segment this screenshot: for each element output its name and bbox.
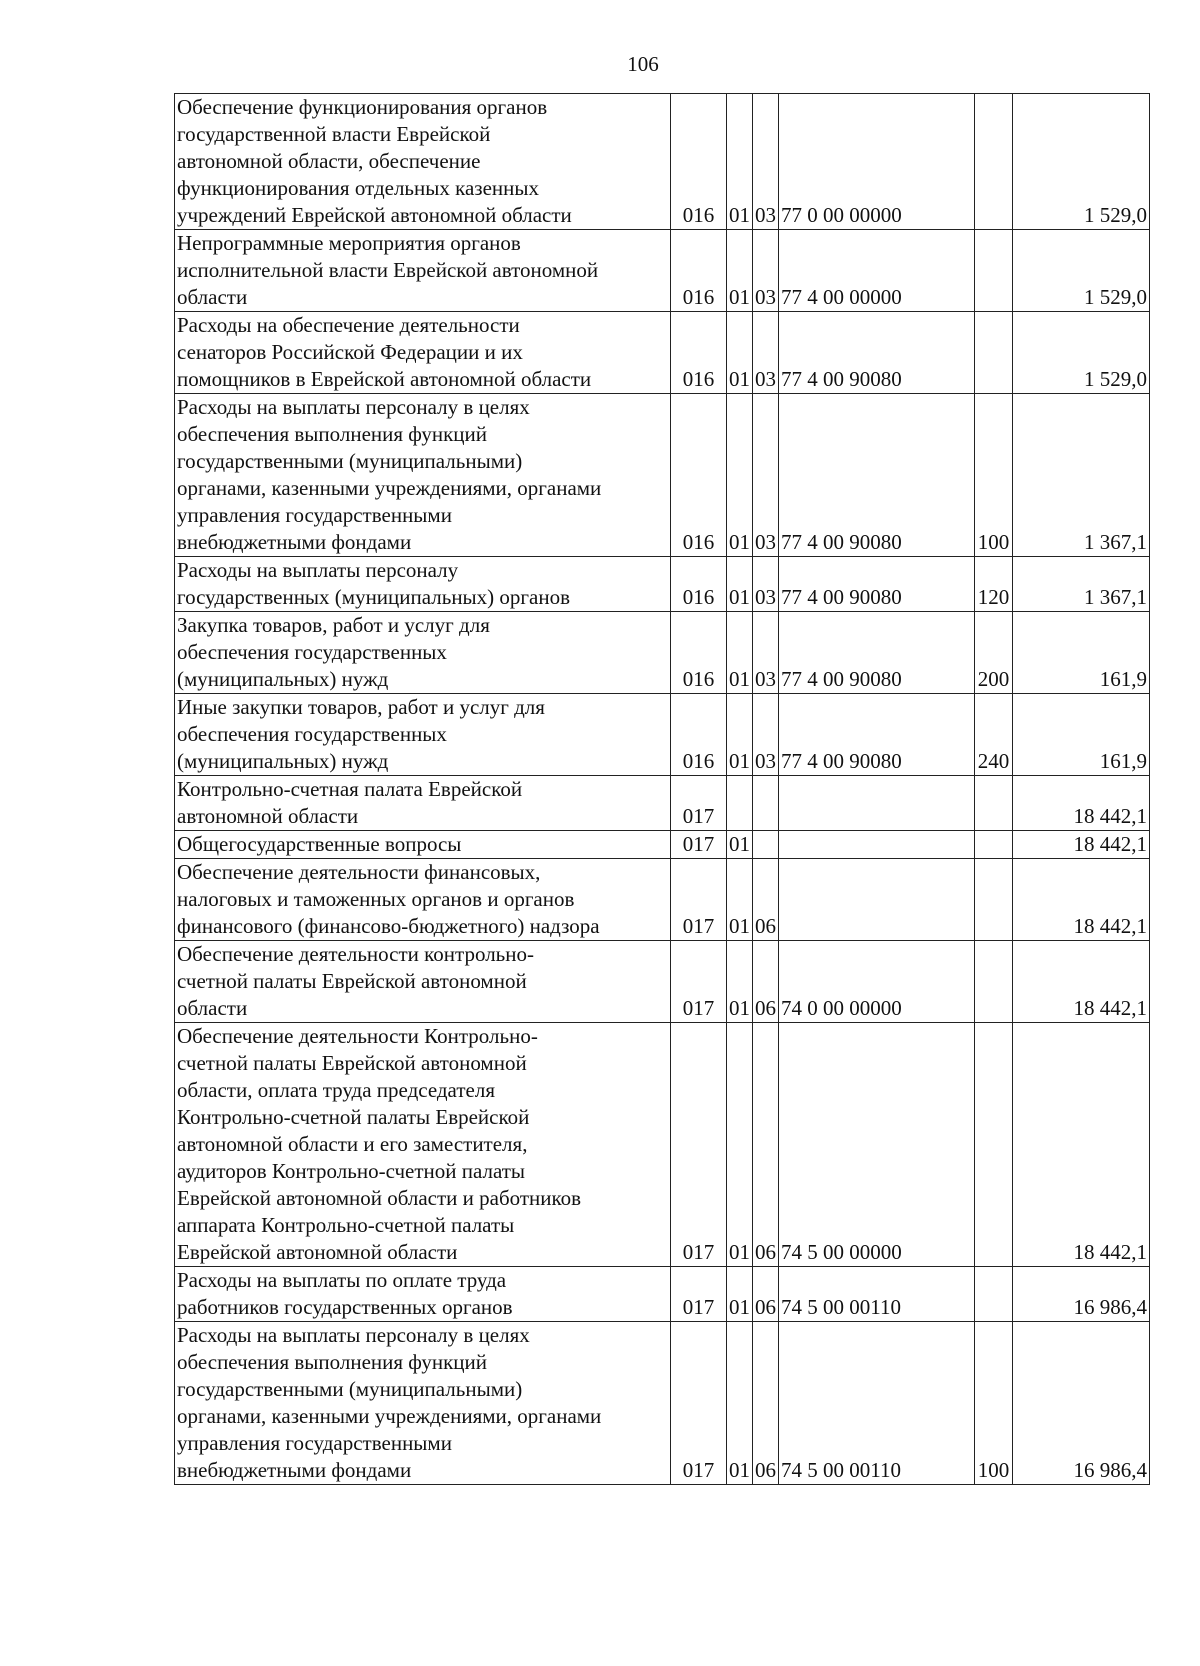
description-line: государственными (муниципальными): [177, 449, 523, 473]
description-line: органами, казенными учреждениями, органами: [177, 1404, 602, 1428]
section-code-cell: 01: [727, 557, 753, 612]
section-code-cell: 01: [727, 394, 753, 557]
section-code-cell: 01: [727, 1322, 753, 1485]
description-line: функционирования отдельных казенных: [177, 176, 540, 200]
description-line: Обеспечение деятельности контрольно-: [177, 942, 534, 966]
subsection-code-cell: 03: [753, 230, 779, 312]
description-line: аудиторов Контрольно-счетной палаты: [177, 1159, 526, 1183]
target-article-cell: [779, 859, 975, 941]
description-line: управления государственными: [177, 1431, 452, 1455]
description-line: обеспечения государственных: [177, 722, 447, 746]
description-line: Расходы на выплаты персоналу в целях: [177, 395, 530, 419]
description-line: автономной области: [177, 804, 359, 828]
description-line: государственных (муниципальных) органов: [177, 585, 571, 609]
section-code-cell: 01: [727, 859, 753, 941]
subsection-code-cell: 03: [753, 694, 779, 776]
table-row: [175, 94, 1150, 230]
expense-type-cell: [975, 1023, 1013, 1267]
description-line: Еврейской автономной области и работников: [177, 1186, 582, 1210]
description-cell: [175, 312, 671, 394]
section-code-cell: 01: [727, 1023, 753, 1267]
table-row: [175, 1267, 1150, 1322]
description-cell: [175, 1023, 671, 1267]
department-code-cell: 016: [671, 694, 727, 776]
section-code-cell: [727, 776, 753, 831]
description-cell: [175, 1322, 671, 1485]
amount-cell: 1 529,0: [1013, 230, 1150, 312]
expense-type-cell: 200: [975, 612, 1013, 694]
amount-cell: 1 529,0: [1013, 312, 1150, 394]
description-line: налоговых и таможенных органов и органов: [177, 887, 575, 911]
table-row: [175, 694, 1150, 776]
amount-cell: 16 986,4: [1013, 1322, 1150, 1485]
section-code-cell: 01: [727, 694, 753, 776]
description-cell: [175, 1267, 671, 1322]
department-code-cell: 016: [671, 557, 727, 612]
amount-cell: 18 442,1: [1013, 1023, 1150, 1267]
subsection-code-cell: 03: [753, 312, 779, 394]
table-row: [175, 312, 1150, 394]
description-cell: [175, 394, 671, 557]
description-line: внебюджетными фондами: [177, 1458, 412, 1482]
description-line: автономной области и его заместителя,: [177, 1132, 528, 1156]
table-row: [175, 941, 1150, 1023]
description-line: органами, казенными учреждениями, органами: [177, 476, 602, 500]
description-cell: [175, 94, 671, 230]
department-code-cell: 017: [671, 941, 727, 1023]
description-line: Расходы на выплаты персоналу: [177, 558, 459, 582]
expense-type-cell: [975, 941, 1013, 1023]
target-article-cell: 74 0 00 00000: [779, 941, 975, 1023]
department-code-cell: 016: [671, 312, 727, 394]
description-line: Контрольно-счетной палаты Еврейской: [177, 1105, 530, 1129]
expense-type-cell: 240: [975, 694, 1013, 776]
description-line: учреждений Еврейской автономной области: [177, 203, 572, 227]
amount-cell: 1 367,1: [1013, 557, 1150, 612]
description-line: внебюджетными фондами: [177, 530, 412, 554]
subsection-code-cell: 03: [753, 394, 779, 557]
description-line: Обеспечение деятельности финансовых,: [177, 860, 541, 884]
department-code-cell: 017: [671, 859, 727, 941]
description-cell: [175, 612, 671, 694]
budget-table: [174, 93, 1150, 1485]
target-article-cell: 77 4 00 00000: [779, 230, 975, 312]
table-row: [175, 557, 1150, 612]
description-line: обеспечения выполнения функций: [177, 1350, 488, 1374]
department-code-cell: 016: [671, 394, 727, 557]
expense-type-cell: 120: [975, 557, 1013, 612]
description-cell: [175, 776, 671, 831]
subsection-code-cell: 06: [753, 859, 779, 941]
description-line: автономной области, обеспечение: [177, 149, 481, 173]
description-line: государственными (муниципальными): [177, 1377, 523, 1401]
description-line: Расходы на выплаты персоналу в целях: [177, 1323, 530, 1347]
table-row: [175, 831, 1150, 859]
description-cell: [175, 230, 671, 312]
description-cell: [175, 859, 671, 941]
description-line: Непрограммные мероприятия органов: [177, 231, 521, 255]
target-article-cell: 77 4 00 90080: [779, 694, 975, 776]
description-line: Расходы на обеспечение деятельности: [177, 313, 520, 337]
section-code-cell: 01: [727, 831, 753, 859]
subsection-code-cell: 06: [753, 1023, 779, 1267]
amount-cell: 161,9: [1013, 612, 1150, 694]
page-number: 106: [627, 52, 659, 76]
description-line: государственной власти Еврейской: [177, 122, 491, 146]
target-article-cell: 77 4 00 90080: [779, 612, 975, 694]
description-line: финансового (финансово-бюджетного) надзора: [177, 914, 600, 938]
department-code-cell: 017: [671, 776, 727, 831]
expense-type-cell: [975, 859, 1013, 941]
target-article-cell: 74 5 00 00110: [779, 1267, 975, 1322]
department-code-cell: 017: [671, 1267, 727, 1322]
section-code-cell: 01: [727, 941, 753, 1023]
description-line: области: [177, 285, 248, 309]
description-cell: [175, 557, 671, 612]
amount-cell: 18 442,1: [1013, 831, 1150, 859]
amount-cell: 1 529,0: [1013, 94, 1150, 230]
description-cell: [175, 941, 671, 1023]
department-code-cell: 017: [671, 1322, 727, 1485]
table-row: [175, 394, 1150, 557]
description-line: (муниципальных) нужд: [177, 667, 389, 691]
subsection-code-cell: [753, 831, 779, 859]
subsection-code-cell: 03: [753, 94, 779, 230]
subsection-code-cell: 03: [753, 557, 779, 612]
target-article-cell: 77 4 00 90080: [779, 557, 975, 612]
description-line: счетной палаты Еврейской автономной: [177, 1051, 527, 1075]
expense-type-cell: [975, 776, 1013, 831]
description-line: сенаторов Российской Федерации и их: [177, 340, 523, 364]
department-code-cell: 017: [671, 831, 727, 859]
description-line: Закупка товаров, работ и услуг для: [177, 613, 490, 637]
expense-type-cell: 100: [975, 1322, 1013, 1485]
description-line: аппарата Контрольно-счетной палаты: [177, 1213, 515, 1237]
expense-type-cell: 100: [975, 394, 1013, 557]
expense-type-cell: [975, 831, 1013, 859]
subsection-code-cell: 03: [753, 612, 779, 694]
target-article-cell: 77 4 00 90080: [779, 394, 975, 557]
description-line: Иные закупки товаров, работ и услуг для: [177, 695, 545, 719]
description-line: обеспечения выполнения функций: [177, 422, 488, 446]
description-line: исполнительной власти Еврейской автономной: [177, 258, 599, 282]
description-line: области: [177, 996, 248, 1020]
section-code-cell: 01: [727, 312, 753, 394]
amount-cell: 16 986,4: [1013, 1267, 1150, 1322]
description-line: Контрольно-счетная палата Еврейской: [177, 777, 523, 801]
subsection-code-cell: [753, 776, 779, 831]
description-line: обеспечения государственных: [177, 640, 447, 664]
amount-cell: 161,9: [1013, 694, 1150, 776]
target-article-cell: [779, 831, 975, 859]
table-row: [175, 859, 1150, 941]
description-cell: [175, 831, 671, 859]
expense-type-cell: [975, 312, 1013, 394]
target-article-cell: 74 5 00 00110: [779, 1322, 975, 1485]
target-article-cell: 77 0 00 00000: [779, 94, 975, 230]
table-row: [175, 1023, 1150, 1267]
subsection-code-cell: 06: [753, 941, 779, 1023]
description-line: Общегосударственные вопросы: [177, 832, 462, 856]
description-line: работников государственных органов: [177, 1295, 513, 1319]
department-code-cell: 016: [671, 94, 727, 230]
expense-type-cell: [975, 230, 1013, 312]
section-code-cell: 01: [727, 230, 753, 312]
amount-cell: 18 442,1: [1013, 859, 1150, 941]
section-code-cell: 01: [727, 94, 753, 230]
budget-table-body: [175, 94, 1150, 1485]
expense-type-cell: [975, 94, 1013, 230]
description-line: Еврейской автономной области: [177, 1240, 458, 1264]
amount-cell: 18 442,1: [1013, 941, 1150, 1023]
section-code-cell: 01: [727, 1267, 753, 1322]
target-article-cell: [779, 776, 975, 831]
expense-type-cell: [975, 1267, 1013, 1322]
department-code-cell: 017: [671, 1023, 727, 1267]
table-row: [175, 1322, 1150, 1485]
description-line: счетной палаты Еврейской автономной: [177, 969, 527, 993]
description-line: управления государственными: [177, 503, 452, 527]
table-row: [175, 230, 1150, 312]
description-cell: [175, 694, 671, 776]
amount-cell: 18 442,1: [1013, 776, 1150, 831]
description-line: области, оплата труда председателя: [177, 1078, 495, 1102]
department-code-cell: 016: [671, 612, 727, 694]
description-line: помощников в Еврейской автономной области: [177, 367, 592, 391]
target-article-cell: 77 4 00 90080: [779, 312, 975, 394]
description-line: (муниципальных) нужд: [177, 749, 389, 773]
table-row: [175, 612, 1150, 694]
target-article-cell: 74 5 00 00000: [779, 1023, 975, 1267]
subsection-code-cell: 06: [753, 1267, 779, 1322]
department-code-cell: 016: [671, 230, 727, 312]
section-code-cell: 01: [727, 612, 753, 694]
description-line: Расходы на выплаты по оплате труда: [177, 1268, 507, 1292]
description-line: Обеспечение деятельности Контрольно-: [177, 1024, 538, 1048]
description-line: Обеспечение функционирования органов: [177, 95, 548, 119]
table-row: [175, 776, 1150, 831]
amount-cell: 1 367,1: [1013, 394, 1150, 557]
subsection-code-cell: 06: [753, 1322, 779, 1485]
